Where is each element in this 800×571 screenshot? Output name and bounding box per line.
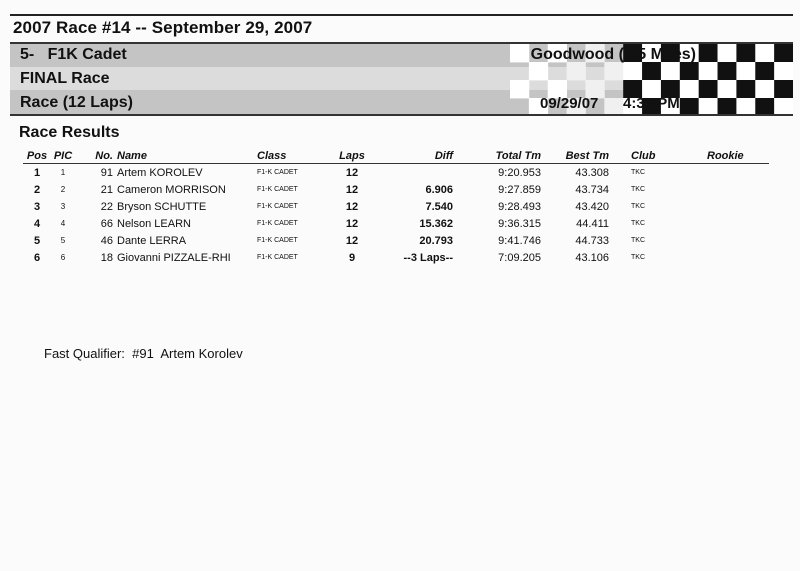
col-diff: Diff xyxy=(373,148,453,164)
cell-rookie xyxy=(697,215,769,232)
cell-pic: 5 xyxy=(60,236,66,245)
cell-name: Artem KOROLEV xyxy=(117,166,203,179)
cell-rookie xyxy=(697,249,769,266)
cell-best: 43.106 xyxy=(575,251,609,264)
cell-pos: 2 xyxy=(33,183,41,196)
cell-diff: 7.540 xyxy=(425,200,453,213)
table-row xyxy=(23,232,769,249)
table-row xyxy=(23,164,769,182)
event-line: FINAL Race xyxy=(20,70,110,87)
table-row xyxy=(23,181,769,198)
cell-diff: 20.793 xyxy=(419,234,453,247)
col-pos: Pos xyxy=(23,148,51,164)
cell-pos: 1 xyxy=(33,166,41,179)
cell-pos: 4 xyxy=(33,217,41,230)
col-pic: PIC xyxy=(51,148,75,164)
race-title: 2007 Race #14 -- September 29, 2007 xyxy=(13,18,313,37)
cell-best: 43.308 xyxy=(575,166,609,179)
cell-no: 22 xyxy=(100,200,113,213)
cell-club: TKC xyxy=(631,220,645,227)
cell-rookie xyxy=(697,198,769,215)
cell-diff: 6.906 xyxy=(425,183,453,196)
results-table xyxy=(23,148,769,266)
cell-no: 21 xyxy=(100,183,113,196)
col-name: Name xyxy=(117,148,257,164)
cell-name: Nelson LEARN xyxy=(117,217,191,230)
cell-laps: 12 xyxy=(345,217,359,230)
cell-laps: 12 xyxy=(345,200,359,213)
cell-class: F1-K CADET xyxy=(257,186,298,193)
cell-pic: 2 xyxy=(60,185,66,194)
cell-diff: 15.362 xyxy=(419,217,453,230)
cell-diff: --3 Laps-- xyxy=(403,251,453,264)
col-club: Club xyxy=(609,148,697,164)
cell-best: 44.733 xyxy=(575,234,609,247)
cell-club: TKC xyxy=(631,237,645,244)
cell-total: 9:20.953 xyxy=(498,166,541,179)
cell-total: 9:27.859 xyxy=(498,183,541,196)
top-rule xyxy=(10,14,793,16)
table-row xyxy=(23,249,769,266)
cell-diff xyxy=(373,164,453,182)
fast-qualifier: Fast Qualifier: #91 Artem Korolev xyxy=(44,346,243,361)
cell-best: 44.411 xyxy=(576,217,609,230)
cell-best: 43.420 xyxy=(575,200,609,213)
cell-pos: 6 xyxy=(33,251,41,264)
laps-line: Race (12 Laps) xyxy=(20,94,133,111)
cell-laps: 12 xyxy=(345,166,359,179)
cell-class: F1-K CADET xyxy=(257,169,298,176)
cell-pos: 5 xyxy=(33,234,41,247)
cell-class: F1-K CADET xyxy=(257,220,298,227)
cell-rookie xyxy=(697,181,769,198)
cell-pic: 6 xyxy=(60,253,66,262)
class-line: 5- F1K Cadet xyxy=(20,46,127,63)
race-date: 09/29/07 xyxy=(540,95,599,112)
race-banner xyxy=(10,42,793,116)
cell-pic: 1 xyxy=(60,168,66,177)
col-class: Class xyxy=(257,148,331,164)
cell-name: Dante LERRA xyxy=(117,234,187,247)
cell-no: 18 xyxy=(100,251,113,264)
cell-no: 66 xyxy=(100,217,113,230)
col-rookie: Rookie xyxy=(697,148,769,164)
cell-laps: 9 xyxy=(348,251,356,264)
cell-total: 9:28.493 xyxy=(498,200,541,213)
col-best: Best Tm xyxy=(541,148,609,164)
table-row xyxy=(23,215,769,232)
col-no: No. xyxy=(75,148,117,164)
cell-club: TKC xyxy=(631,203,645,210)
cell-name: Cameron MORRISON xyxy=(117,183,226,196)
cell-no: 91 xyxy=(100,166,113,179)
cell-club: TKC xyxy=(631,169,645,176)
section-title: Race Results xyxy=(19,124,120,141)
cell-pos: 3 xyxy=(33,200,41,213)
cell-laps: 12 xyxy=(345,234,359,247)
cell-club: TKC xyxy=(631,254,645,261)
cell-rookie xyxy=(697,164,769,182)
cell-pic: 3 xyxy=(60,202,66,211)
cell-class: F1-K CADET xyxy=(257,203,298,210)
cell-club: TKC xyxy=(631,186,645,193)
cell-total: 9:36.315 xyxy=(498,217,541,230)
cell-total: 7:09.205 xyxy=(498,251,541,264)
cell-no: 46 xyxy=(100,234,113,247)
cell-laps: 12 xyxy=(345,183,359,196)
cell-class: F1-K CADET xyxy=(257,237,298,244)
cell-name: Giovanni PIZZALE-RHI xyxy=(117,251,231,264)
cell-rookie xyxy=(697,232,769,249)
col-laps: Laps xyxy=(331,148,373,164)
cell-name: Bryson SCHUTTE xyxy=(117,200,207,213)
race-time: 4:33 PM xyxy=(623,95,680,112)
cell-class: F1-K CADET xyxy=(257,254,298,261)
cell-best: 43.734 xyxy=(575,183,609,196)
cell-pic: 4 xyxy=(60,219,66,228)
table-row xyxy=(23,198,769,215)
cell-total: 9:41.746 xyxy=(498,234,541,247)
col-total: Total Tm xyxy=(453,148,541,164)
results-header-row xyxy=(23,148,769,164)
track-name: Goodwood (0.5 Miles) xyxy=(530,46,696,63)
